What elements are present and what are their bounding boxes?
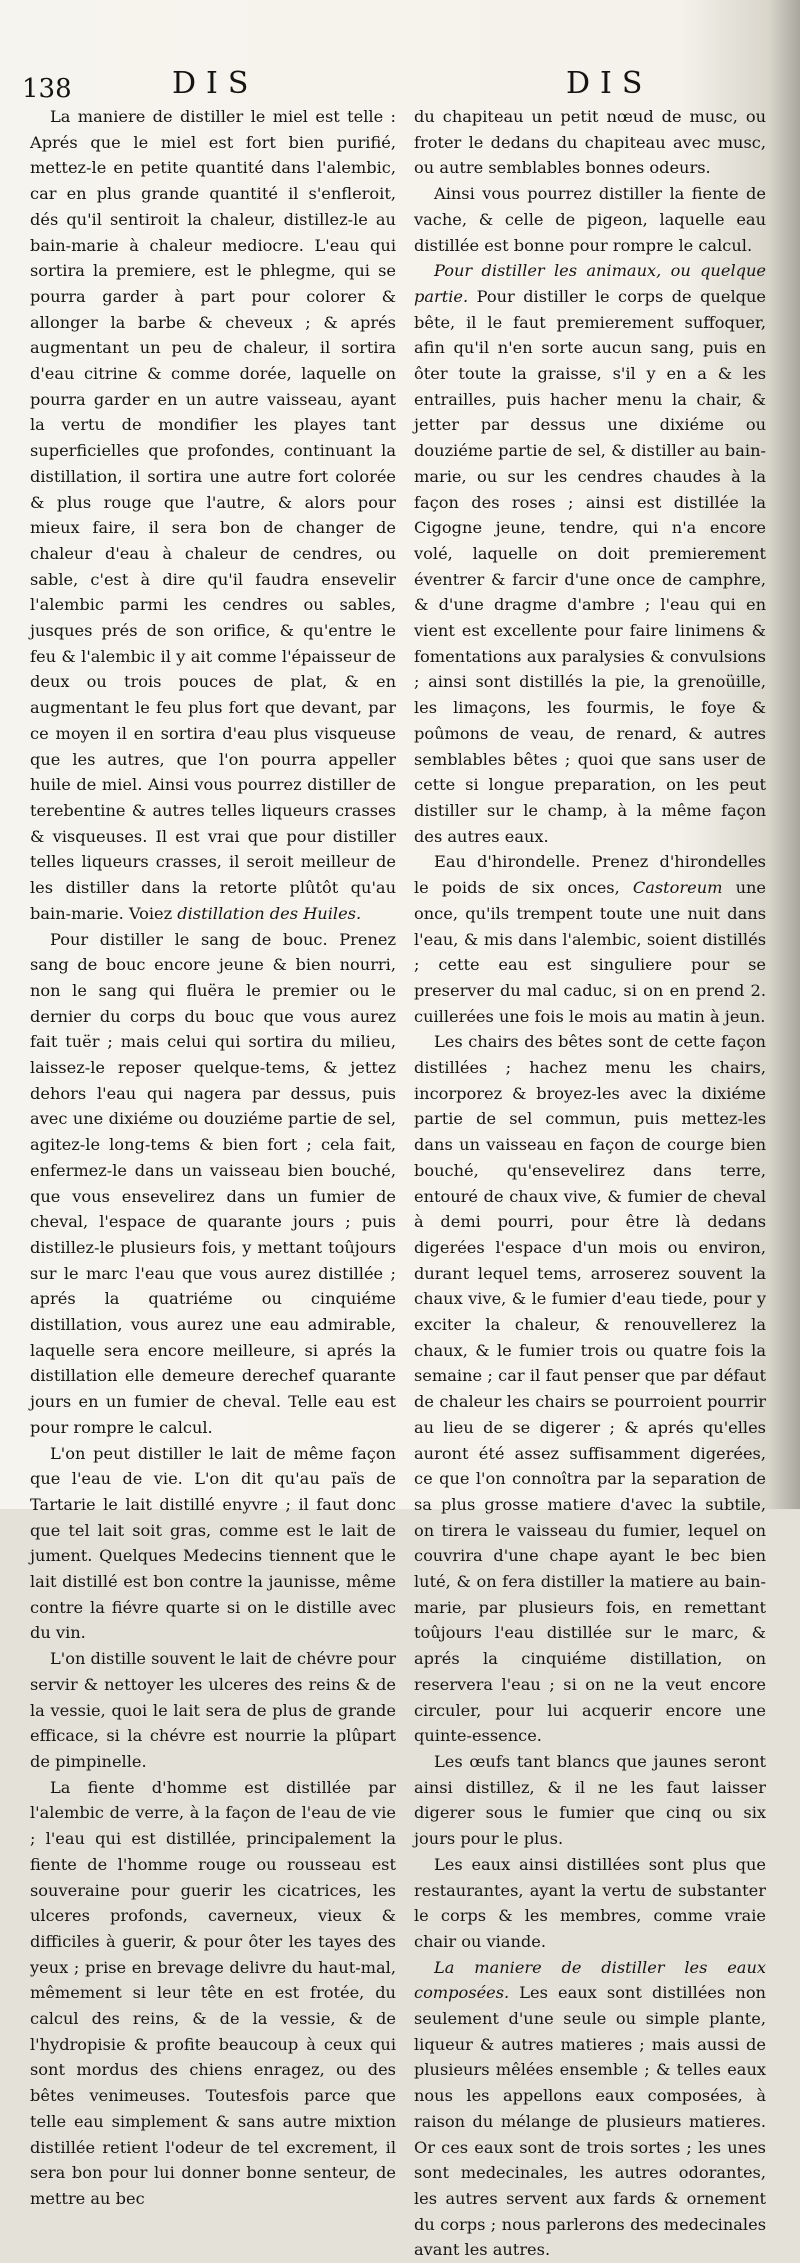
paragraph-eggs: Les œufs tant blancs que jaunes seront ainsi distillez, & il ne les faut laisser digerer sous le fumier que cinq ou six jours pour le plus. bbox=[414, 1752, 766, 1849]
paragraph-honey-distillation: La maniere de distiller le miel est telle : Aprés que le miel est fort bien purifié, mettez-le en petite quantité dans l'alembic, car en plus grande quantité il s'enfleroit, dés qu'il sentiroit la chaleur, distillez-le au bain-marie à chaleur mediocre. L'eau qui sortira la premiere, est le phlegme, qui se pourra garder à part pour colorer & allonger la barbe & cheveux ; & aprés augmentant un peu de chaleur, il sortira d'eau citrine & comme dorée, laquelle on pourra garder en un autre vaisseau, ayant la vertu de mondifier les playes tant superficielles que profondes, continuant la distillation, il sortira une autre fort colorée & plus rouge que l'autre, & alors pour mieux faire, il sera bon de changer de chaleur d'eau à chaleur de cendres, ou sable, c'est à dire qu'il faudra ensevelir l'alembic parmi les cendres ou sables, jusques prés de son orifice, & qu'entre le feu & l'alembic il y ait comme l'épaisseur de deux ou trois pouces de plat, & en augmentant le feu plus fort que devant, par ce moyen il en sortira d'eau plus visqueuse que les autres, que l'on pourra appeller huile de miel. Ainsi vous pourrez distiller de terebentine & autres telles liqueurs crasses & visqueuses. Il est vrai que pour distiller telles liqueurs crasses, il seroit meilleur de les distiller dans la retorte plûtôt qu'au bain-marie. Voiez distillation des Huiles. bbox=[30, 107, 396, 923]
paragraph-human-dung: La fiente d'homme est distillée par l'alembic de verre, à la façon de l'eau de vie ; l'eau qui est distillée, principalement la fiente de l'homme rouge ou rousseau est souveraine pour guerir les cicatrices, les ulceres profonds, caverneux, vieux & difficiles à guerir, & pour ôter les tayes des yeux ; prise en brevage delivre du haut-mal, mêmement si leur tête en est frotée, du calcul des reins, & de la vessie, & de l'hydropisie & profite beaucoup à ceux qui sont mordus des chiens enragez, ou des bêtes venimeuses. Toutesfois parce que telle eau simplement & sans autre mixtion distillée retient l'odeur de tel excrement, il sera bon pour lui donner bonne senteur, de mettre au bec bbox=[30, 1777, 396, 2208]
paragraph-goat-blood: Pour distiller le sang de bouc. Prenez sang de bouc encore jeune & bien nourri, non le sang qui fluëra le premier ou le dernier du corps du bouc que vous aurez fait tuër ; mais celui qui sortira du milieu, laissez-le reposer quelque-tems, & jettez dehors l'eau qui nagera par dessus, puis avec une dixiéme ou douziéme partie de sel, agitez-le long-tems & bien fort ; cela fait, enfermez-le dans un vaisseau bien bouché, que vous ensevelirez dans un fumier de cheval, l'espace de quarante jours ; puis distillez-le plusieurs fois, y mettant toûjours sur le marc l'eau que vous aurez distillée ; aprés la quatriéme ou cinquiéme distillation, vous aurez une eau admirable, laquelle sera encore meilleure, si aprés la distillation elle demeure derechef quarante jours en un fumier de cheval. Telle eau est pour rompre le calcul. bbox=[30, 929, 396, 1437]
paragraph-cow-dung: Ainsi vous pourrez distiller la fiente de vache, & celle de pigeon, laquelle eau distillée est bonne pour rompre le calcul. bbox=[414, 184, 766, 255]
page-number: 138 bbox=[22, 74, 72, 104]
paragraph-restorative: Les eaux ainsi distillées sont plus que restaurantes, ayant la vertu de substanter le corps & les membres, comme vraie chair ou viande. bbox=[414, 1854, 766, 1951]
right-column bbox=[414, 104, 767, 2260]
paragraph-goat-milk: L'on distille souvent le lait de chévre pour servir & nettoyer les ulceres des reins & de la vessie, quoi le lait sera de plus de grande efficace, si la chévre est nourrie la plûpart de pimpinelle. bbox=[30, 1649, 396, 1771]
paragraph-animals: Pour distiller les animaux, ou quelque partie. Pour distiller le corps de quelque bête, il le faut premierement suffoquer, afin qu'il n'en sorte aucun sang, puis en ôter toute la graisse, s'il y en a & les entrailles, puis hacher menu la chair, & jetter par dessus une dixiéme ou douziéme partie de sel, & distiller au bain-marie, ou sur les cendres chaudes à la façon des roses ; ainsi est distillée la Cigogne jeune, tendre, qui n'a encore volé, laquelle on doit premierement éventrer & farcir d'une once de camphre, & d'une dragme d'ambre ; l'eau qui en vient est excellente pour faire linimens & fomentations aux paralysies & convulsions ; ainsi sont distillés la pie, la grenoüille, les limaçons, les fourmis, le foye & poûmons de veau, de renard, & autres semblables bêtes ; quoi que sans user de cette si longue preparation, on les peut distiller sur le champ, à la même façon des autres eaux. bbox=[414, 261, 766, 846]
paragraph-swallow-water: Eau d'hirondelle. Prenez d'hirondelles le poids de six onces, Castoreum une once, qu'ils trempent toute une nuit dans l'eau, & mis dans l'alembic, soient distillés ; cette eau est singuliere pour se preserver du mal caduc, si on en prend 2. cuillerées une fois le mois au matin à jeun. bbox=[414, 852, 767, 1026]
running-head-right: DIS bbox=[566, 66, 653, 101]
running-head-left: DIS bbox=[172, 66, 259, 101]
paragraph-continuation: du chapiteau un petit nœud de musc, ou froter le dedans du chapiteau avec musc, ou autre semblables bonnes odeurs. bbox=[414, 107, 766, 178]
paragraph-meat: Les chairs des bêtes sont de cette façon distillées ; hachez menu les chairs, incorporez & broyez-les avec la dixiéme partie de sel commun, puis mettez-les dans un vaisseau en façon de courge bien bouché, qu'ensevelirez dans terre, entouré de chaux vive, & fumier de cheval à demi pourri, pour être là dedans digerées l'espace d'un mois ou environ, durant lequel tems, arroserez souvent la chaux vive, & le fumier d'eau tiede, pour y exciter la chaleur, & renouvellerez la chaux, & le fumier trois ou quatre fois la semaine ; car il faut penser que par défaut de chaleur les chairs se pourroient pourrir au lieu de se digerer ; & aprés qu'elles auront été assez suffisamment digerées, ce que l'on connoîtra par la separation de sa plus grosse matiere d'avec la subtile, on tirera le vaisseau du fumier, lequel on couvrira d'une chape ayant le bec bien luté, & on fera distiller la matiere au bain-marie, par plusieurs fois, en remettant toûjours l'eau distillée sur le marc, & aprés la cinquiéme distillation, on reservera l'eau ; si on ne la veut encore circuler, pour lui acquerir encore une quinte-essence. bbox=[414, 1032, 766, 1746]
paragraph-milk: L'on peut distiller le lait de même façon que l'eau de vie. L'on dit qu'au païs de Tartarie le lait distillé enyvre ; il faut donc que tel lait soit gras, comme est le lait de jument. Quelques Medecins tiennent que le lait distillé est bon contre la jaunisse, même contre la fiévre quarte si on le distille avec du vin. bbox=[30, 1443, 396, 1643]
page-header bbox=[22, 66, 778, 106]
paragraph-compound-waters: La maniere de distiller les eaux composées. Les eaux sont distillées non seulement d'une seule ou simple plante, liqueur & autres matieres ; mais aussi de plusieurs mêlées ensemble ; & telles eaux nous les appellons eaux composées, à raison du mélange de plusieurs matieres. Or ces eaux sont de trois sortes ; les unes sont medecinales, les autres odorantes, les autres servent aux fards & ornement du corps ; nous parlerons des medecinales avant les autres. bbox=[414, 1957, 766, 2260]
left-column bbox=[30, 104, 396, 2208]
